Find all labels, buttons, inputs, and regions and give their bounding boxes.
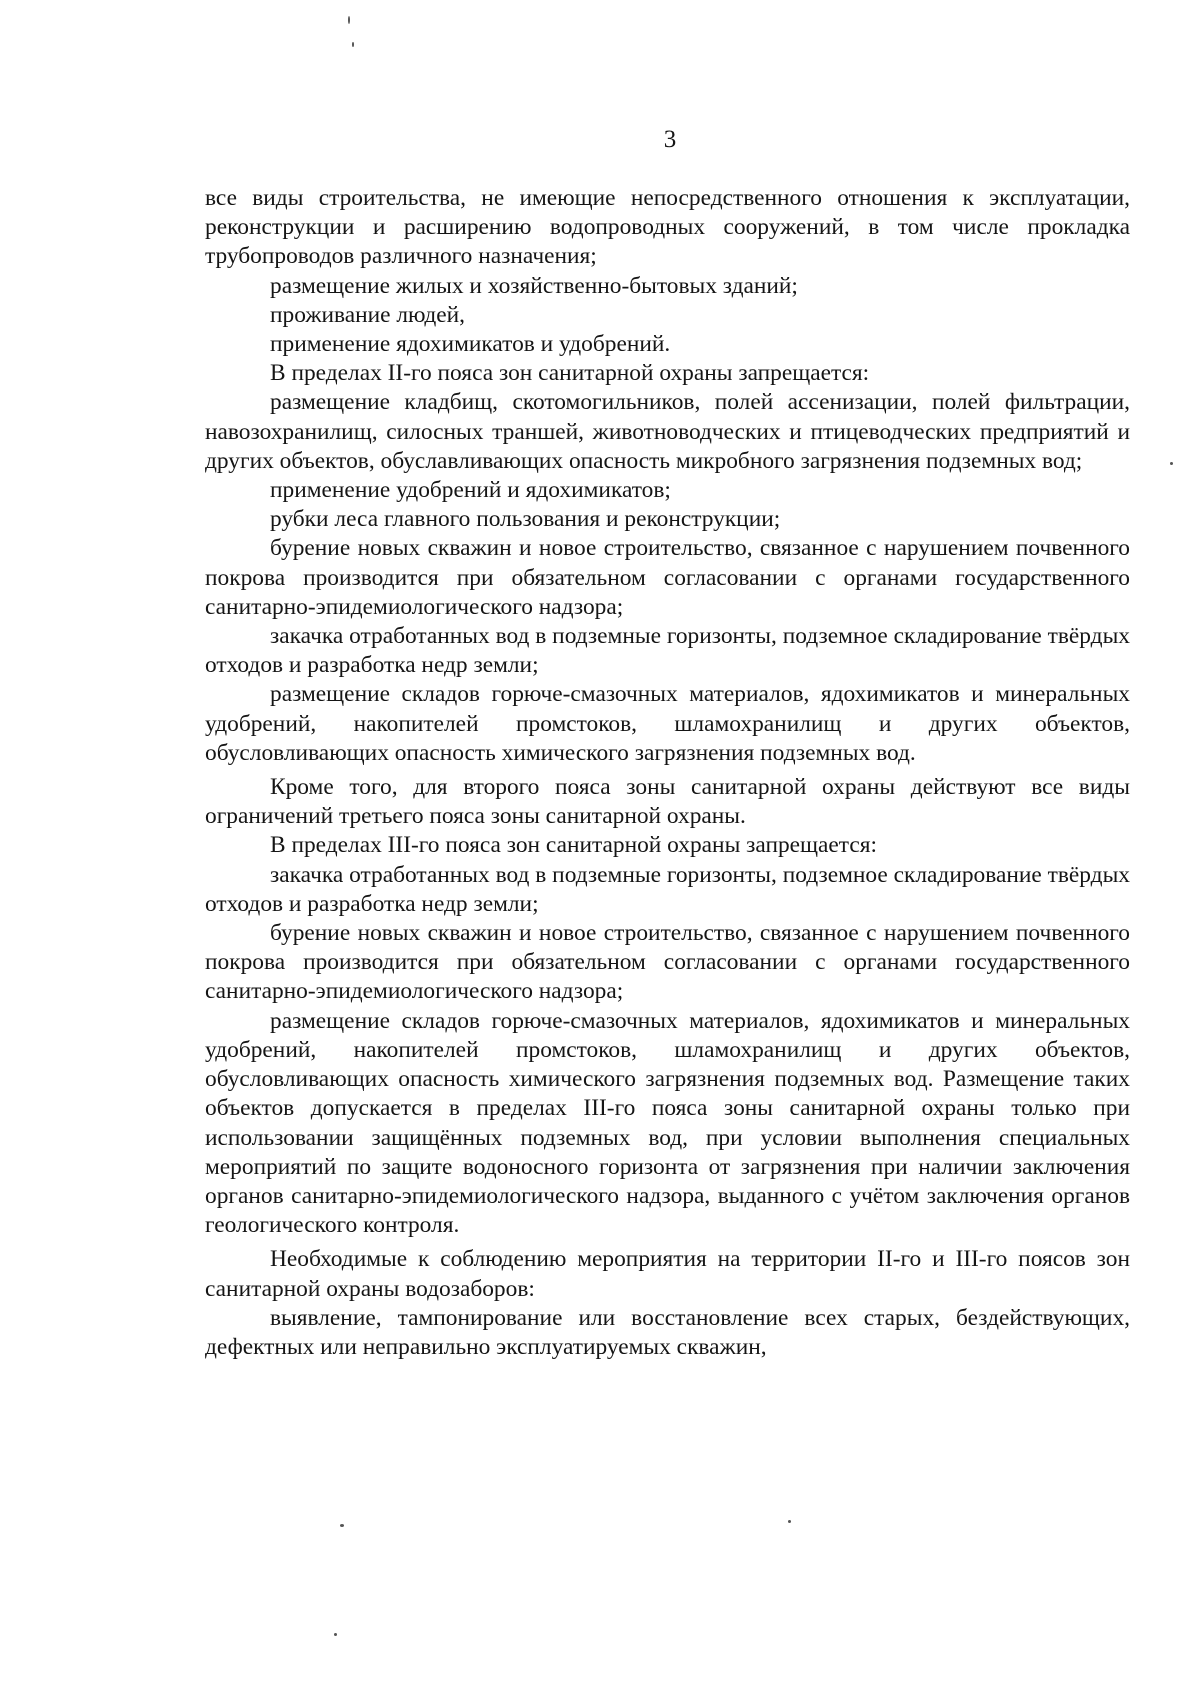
scan-speck: [348, 16, 350, 24]
paragraph: В пределах III-го пояса зон санитарной охраны запрещается:: [270, 832, 877, 859]
paragraph: Кроме того, для второго пояса зоны санитарной охраны действуют все виды ограничений третьего пояса зоны санитарной охраны.: [205, 774, 1130, 830]
page-number: 3: [663, 126, 677, 153]
document-body: [205, 184, 1130, 1362]
paragraph: применение ядохимикатов и удобрений.: [270, 331, 671, 358]
paragraph: проживание людей,: [270, 301, 465, 328]
paragraph: все виды строительства, не имеющие непосредственного отношения к эксплуатации, реконструкции и расширению водопроводных сооружений, в том числе прокладка трубопроводов различного назначения;: [205, 185, 1130, 270]
scan-speck: [340, 1524, 344, 1527]
scan-speck: [352, 42, 354, 47]
paragraph: размещение жилых и хозяйственно-бытовых зданий;: [270, 272, 798, 299]
paragraph: бурение новых скважин и новое строительство, связанное с нарушением почвенного покрова производится при обязательном согласовании с органами государственного санитарно-эпидемиологического надзора;: [205, 535, 1130, 620]
paragraph: размещение складов горюче-смазочных материалов, ядохимикатов и минеральных удобрений, накопителей промстоков, шламохранилищ и других объектов, обусловливающих опасность химического загрязнения подземных вод. Размещение таких объектов допускается в пределах III-го пояса зоны санитарной охраны только при использовании защищённых подземных вод, при условии выполнения специальных мероприятий по защите водоносного горизонта от загрязнения при наличии заключения органов санитарно-эпидемиологического надзора, выданного с учётом заключения органов геологического контроля.: [205, 1007, 1130, 1239]
paragraph: Необходимые к соблюдению мероприятия на территории II-го и III-го поясов зон санитарной охраны водозаборов:: [205, 1246, 1130, 1302]
scan-speck: [334, 1633, 337, 1636]
paragraph: закачка отработанных вод в подземные горизонты, подземное складирование твёрдых отходов и разработка недр земли;: [205, 861, 1130, 917]
paragraph: рубки леса главного пользования и реконструкции;: [270, 506, 781, 533]
paragraph: размещение складов горюче-смазочных материалов, ядохимикатов и минеральных удобрений, накопителей промстоков, шламохранилищ и других объектов, обусловливающих опасность химического загрязнения подземных вод.: [205, 681, 1130, 766]
paragraph: выявление, тампонирование или восстановление всех старых, бездействующих, дефектных или неправильно эксплуатируемых скважин,: [205, 1304, 1130, 1360]
paragraph: В пределах II-го пояса зон санитарной охраны запрещается:: [270, 360, 870, 387]
paragraph: бурение новых скважин и новое строительство, связанное с нарушением почвенного покрова производится при обязательном согласовании с органами государственного санитарно-эпидемиологического надзора;: [205, 920, 1130, 1005]
paragraph: закачка отработанных вод в подземные горизонты, подземное складирование твёрдых отходов и разработка недр земли;: [205, 623, 1130, 679]
paragraph: размещение кладбищ, скотомогильников, полей ассенизации, полей фильтрации, навозохранилищ, силосных траншей, животноводческих и птицеводческих предприятий и других объектов, обуславливающих опасность микробного загрязнения подземных вод;: [205, 389, 1130, 474]
scan-speck: [1170, 462, 1173, 465]
paragraph: применение удобрений и ядохимикатов;: [270, 477, 671, 504]
scan-speck: [788, 1520, 791, 1523]
